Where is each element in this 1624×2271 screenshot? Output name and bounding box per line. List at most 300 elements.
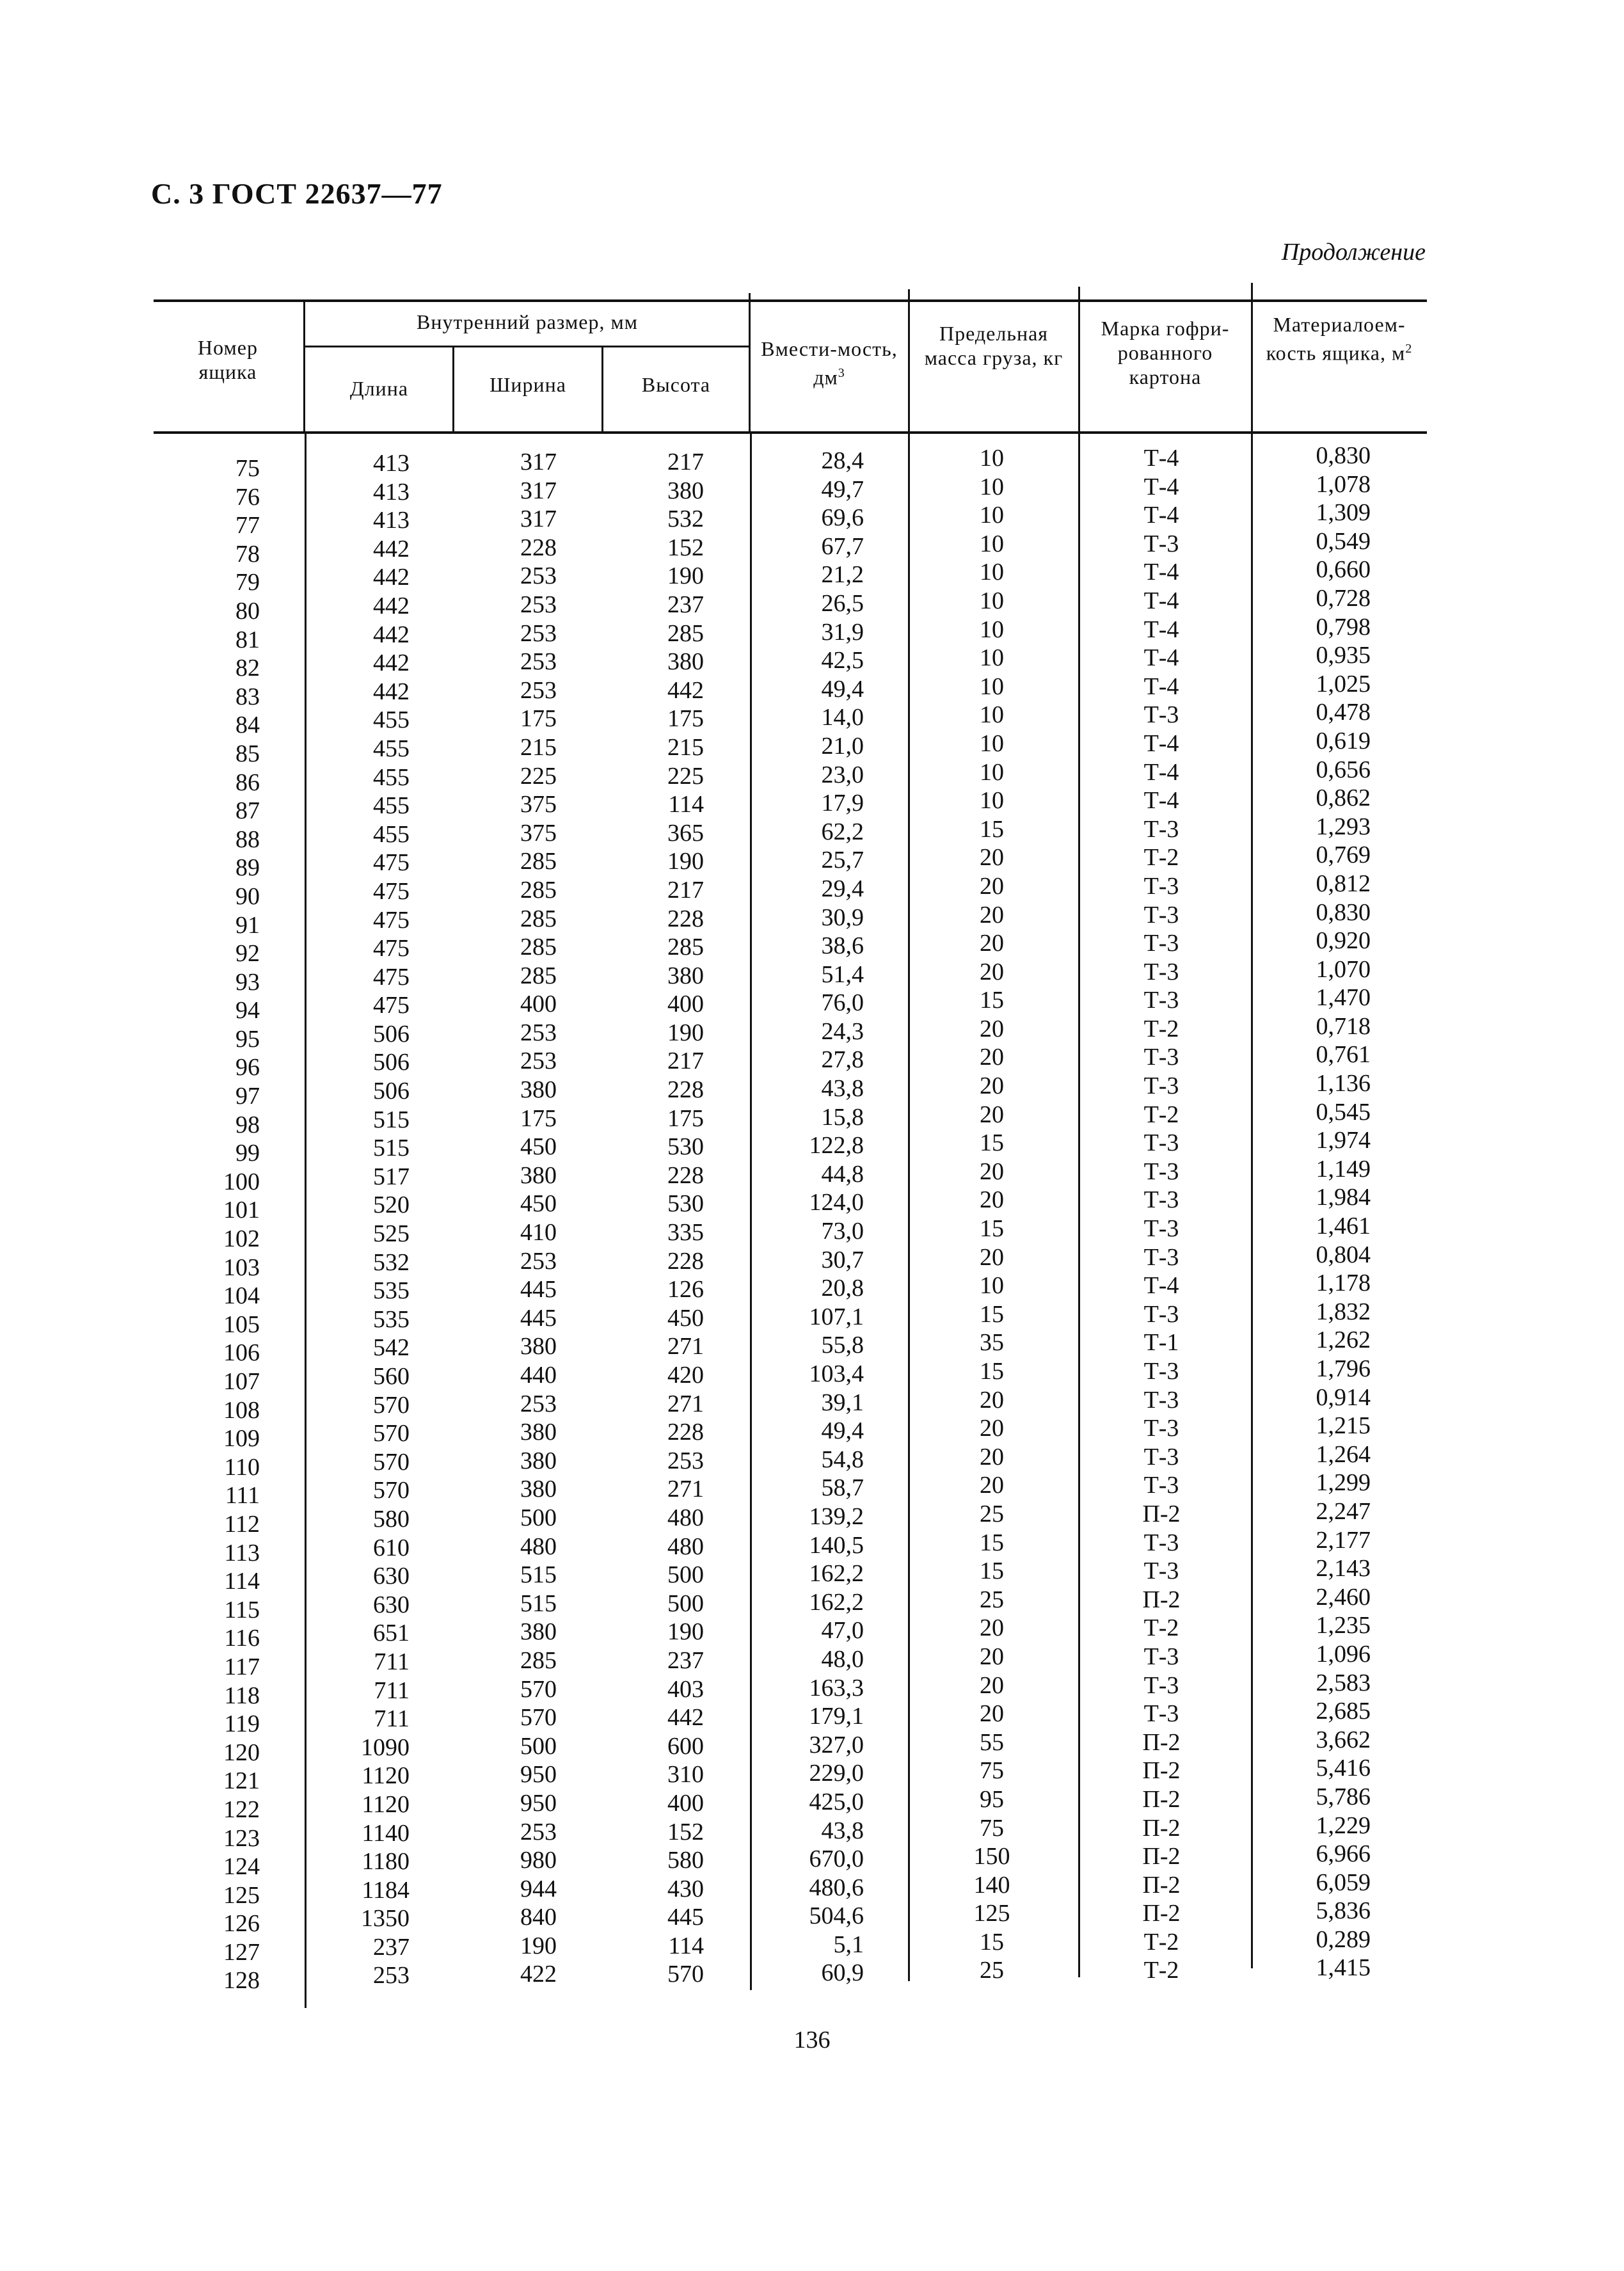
cell-height: 190 — [667, 562, 704, 590]
cell-capacity: 73,0 — [821, 1218, 864, 1245]
cell-width: 380 — [520, 1618, 557, 1646]
cell-height: 400 — [667, 1789, 704, 1817]
cell-height: 310 — [667, 1761, 704, 1789]
cell-material: 5,416 — [1316, 1755, 1371, 1782]
cell-length: 475 — [373, 935, 410, 962]
cell-material: 0,728 — [1316, 584, 1371, 612]
cell-grade: П-2 — [1142, 1500, 1181, 1527]
cell-height: 217 — [667, 1048, 704, 1075]
cell-max-mass: 10 — [980, 587, 1004, 614]
cell-grade: Т-3 — [1143, 1472, 1179, 1499]
cell-height: 403 — [667, 1675, 704, 1703]
cell-number: 96 — [235, 1054, 260, 1081]
cell-length: 570 — [373, 1448, 410, 1476]
cell-material: 0,830 — [1316, 442, 1371, 469]
cell-length: 1140 — [362, 1819, 410, 1847]
cell-length: 532 — [373, 1248, 410, 1276]
header-number: Номер ящика — [198, 336, 258, 383]
cell-grade: Т-3 — [1143, 1158, 1179, 1185]
cell-number: 81 — [235, 626, 260, 653]
cell-height: 175 — [667, 1104, 704, 1132]
cell-number: 88 — [235, 825, 260, 853]
cell-grade: П-2 — [1142, 1757, 1181, 1785]
cell-grade: Т-3 — [1143, 1072, 1179, 1100]
cell-material: 6,966 — [1316, 1840, 1371, 1868]
cell-capacity: 27,8 — [821, 1046, 864, 1074]
cell-number: 92 — [235, 940, 260, 968]
cell-max-mass: 75 — [980, 1757, 1004, 1785]
cell-width: 253 — [520, 1019, 557, 1046]
cell-height: 228 — [667, 1247, 704, 1275]
cell-material: 0,830 — [1316, 898, 1371, 926]
cell-material: 1,136 — [1316, 1070, 1371, 1097]
cell-width: 944 — [520, 1875, 557, 1902]
cell-width: 253 — [520, 1818, 557, 1845]
cell-material: 1,096 — [1316, 1640, 1371, 1668]
cell-material: 2,685 — [1316, 1698, 1371, 1725]
cell-height: 335 — [667, 1219, 704, 1247]
cell-height: 190 — [667, 1019, 704, 1046]
cell-material: 0,619 — [1316, 727, 1371, 754]
cell-max-mass: 10 — [980, 530, 1004, 557]
cell-material: 1,229 — [1316, 1812, 1371, 1839]
cell-material: 1,470 — [1316, 984, 1371, 1012]
column-number — [205, 454, 260, 1995]
cell-capacity: 42,5 — [821, 647, 864, 674]
cell-material: 0,812 — [1316, 870, 1371, 897]
cell-width: 445 — [520, 1304, 557, 1332]
cell-length: 542 — [373, 1334, 410, 1362]
cell-length: 475 — [373, 992, 410, 1019]
cell-length: 413 — [373, 450, 410, 477]
cell-capacity: 124,0 — [809, 1189, 864, 1216]
cell-number: 75 — [235, 455, 260, 482]
cell-length: 535 — [373, 1277, 410, 1305]
header-inner-size: Внутренний размер, мм — [417, 310, 638, 333]
cell-capacity: 162,2 — [809, 1588, 864, 1616]
header-material-text: Материалоем-кость ящика, м — [1266, 313, 1406, 365]
cell-max-mass: 20 — [980, 958, 1004, 985]
cell-max-mass: 20 — [980, 1671, 1004, 1699]
cell-number: 79 — [235, 569, 260, 596]
cell-grade: Т-3 — [1143, 987, 1179, 1014]
cell-width: 400 — [520, 991, 557, 1018]
header-capacity-sup: 3 — [838, 366, 845, 380]
cell-grade: Т-4 — [1143, 1272, 1179, 1300]
cell-max-mass: 20 — [980, 1044, 1004, 1071]
cell-grade: Т-3 — [1143, 1243, 1179, 1271]
cell-length: 711 — [374, 1648, 410, 1675]
cell-grade: Т-4 — [1143, 787, 1179, 815]
cell-length: 610 — [373, 1534, 410, 1561]
cell-number: 77 — [235, 512, 260, 539]
cell-length: 570 — [373, 1477, 410, 1504]
cell-height: 228 — [667, 1076, 704, 1104]
cell-length: 1120 — [362, 1762, 410, 1790]
cell-material: 2,143 — [1316, 1555, 1371, 1582]
cell-capacity: 38,6 — [821, 932, 864, 960]
cell-capacity: 58,7 — [821, 1474, 864, 1502]
cell-height: 114 — [668, 791, 704, 818]
cell-height: 285 — [667, 934, 704, 961]
cell-length: 442 — [373, 564, 410, 591]
cell-height: 225 — [667, 762, 704, 790]
cell-material: 0,798 — [1316, 613, 1371, 641]
cell-material: 1,215 — [1316, 1412, 1371, 1440]
cell-max-mass: 20 — [980, 844, 1004, 872]
cell-height: 450 — [667, 1304, 704, 1332]
cell-max-mass: 10 — [980, 701, 1004, 729]
cell-height: 228 — [667, 1419, 704, 1446]
cell-grade: Т-1 — [1143, 1329, 1179, 1357]
cell-material: 1,293 — [1316, 813, 1371, 840]
cell-capacity: 31,9 — [821, 618, 864, 646]
cell-height: 430 — [667, 1875, 704, 1902]
header-grade: Марка гофри-рованного картона — [1101, 317, 1230, 388]
cell-capacity: 179,1 — [809, 1703, 864, 1730]
cell-width: 375 — [520, 819, 557, 847]
cell-width: 253 — [520, 676, 557, 704]
cell-length: 475 — [373, 877, 410, 905]
cell-max-mass: 140 — [973, 1871, 1010, 1899]
header-divider-1 — [303, 299, 305, 433]
cell-material: 5,786 — [1316, 1783, 1371, 1810]
cell-width: 515 — [520, 1590, 557, 1617]
cell-material: 2,460 — [1316, 1583, 1371, 1611]
header-divider-4 — [749, 293, 751, 433]
cell-max-mass: 15 — [980, 1215, 1004, 1243]
cell-width: 253 — [520, 648, 557, 676]
header-max-mass: Предельная масса груза, кг — [924, 322, 1063, 369]
cell-number: 125 — [223, 1881, 260, 1909]
cell-number: 118 — [224, 1682, 260, 1709]
cell-height: 217 — [667, 449, 704, 475]
cell-max-mass: 20 — [980, 872, 1004, 900]
cell-max-mass: 20 — [980, 1186, 1004, 1214]
cell-number: 103 — [223, 1254, 260, 1281]
cell-material: 1,070 — [1316, 955, 1371, 983]
cell-grade: П-2 — [1142, 1871, 1181, 1899]
cell-width: 285 — [520, 962, 557, 989]
cell-material: 2,177 — [1316, 1526, 1371, 1554]
cell-length: 455 — [373, 792, 410, 820]
cell-width: 285 — [520, 876, 557, 904]
cell-capacity: 30,7 — [821, 1246, 864, 1273]
cell-capacity: 21,2 — [821, 561, 864, 589]
cell-capacity: 69,6 — [821, 504, 864, 532]
cell-number: 105 — [223, 1311, 260, 1338]
cell-number: 102 — [223, 1225, 260, 1253]
cell-max-mass: 20 — [980, 1643, 1004, 1670]
cell-material: 0,761 — [1316, 1041, 1371, 1069]
cell-capacity: 43,8 — [821, 1075, 864, 1103]
cell-number: 128 — [223, 1967, 260, 1995]
cell-capacity: 139,2 — [809, 1502, 864, 1530]
cell-grade: Т-2 — [1143, 844, 1179, 872]
cell-number: 95 — [235, 1025, 260, 1053]
cell-width: 375 — [520, 791, 557, 818]
table-top-rule — [154, 299, 1427, 302]
cell-material: 2,583 — [1316, 1669, 1371, 1696]
cell-capacity: 25,7 — [821, 847, 864, 874]
cell-width: 480 — [520, 1533, 557, 1560]
cell-capacity: 76,0 — [821, 989, 864, 1017]
cell-grade: Т-3 — [1143, 1643, 1179, 1670]
cell-height: 530 — [667, 1133, 704, 1161]
cell-max-mass: 20 — [980, 1386, 1004, 1414]
cell-length: 515 — [373, 1106, 410, 1133]
cell-capacity: 425,0 — [809, 1788, 864, 1815]
cell-width: 175 — [520, 1104, 557, 1132]
cell-grade: Т-4 — [1143, 616, 1179, 643]
cell-width: 440 — [520, 1362, 557, 1389]
cell-capacity: 54,8 — [821, 1446, 864, 1473]
cell-length: 442 — [373, 621, 410, 648]
cell-grade: Т-3 — [1143, 1443, 1179, 1470]
cell-max-mass: 20 — [980, 1443, 1004, 1470]
cell-width: 285 — [520, 1646, 557, 1674]
cell-number: 78 — [235, 540, 260, 568]
cell-max-mass: 10 — [980, 729, 1004, 757]
cell-height: 500 — [667, 1590, 704, 1617]
table-body — [0, 442, 1624, 1998]
cell-height: 445 — [667, 1904, 704, 1931]
cell-grade: Т-4 — [1143, 559, 1179, 586]
cell-material: 1,262 — [1316, 1327, 1371, 1354]
cell-max-mass: 95 — [980, 1785, 1004, 1813]
cell-capacity: 26,5 — [821, 589, 864, 617]
cell-capacity: 24,3 — [821, 1017, 864, 1045]
cell-material: 1,149 — [1316, 1155, 1371, 1183]
cell-height: 532 — [667, 506, 704, 533]
cell-length: 520 — [373, 1191, 410, 1219]
cell-material: 0,478 — [1316, 699, 1371, 726]
cell-max-mass: 10 — [980, 787, 1004, 815]
cell-grade: Т-2 — [1143, 1957, 1179, 1984]
cell-number: 100 — [223, 1168, 260, 1195]
cell-number: 108 — [223, 1396, 260, 1424]
cell-grade: Т-3 — [1143, 1529, 1179, 1556]
cell-number: 87 — [235, 797, 260, 825]
cell-width: 380 — [520, 1333, 557, 1360]
cell-length: 253 — [373, 1962, 410, 1989]
cell-length: 711 — [374, 1705, 410, 1733]
cell-number: 101 — [223, 1197, 260, 1224]
cell-width: 253 — [520, 1390, 557, 1417]
cell-max-mass: 20 — [980, 930, 1004, 957]
header-divider-5 — [908, 289, 910, 433]
cell-height: 237 — [667, 1646, 704, 1674]
cell-grade: Т-3 — [1143, 815, 1179, 843]
cell-capacity: 229,0 — [809, 1760, 864, 1787]
cell-number: 89 — [235, 854, 260, 882]
cell-width: 840 — [520, 1904, 557, 1931]
cell-grade: Т-3 — [1143, 1558, 1179, 1585]
header-divider-6 — [1078, 287, 1080, 433]
cell-max-mass: 10 — [980, 616, 1004, 643]
inner-size-divider — [305, 346, 750, 347]
cell-capacity: 67,7 — [821, 532, 864, 560]
cell-max-mass: 20 — [980, 1072, 1004, 1100]
cell-grade: Т-3 — [1143, 1358, 1179, 1385]
cell-capacity: 30,9 — [821, 904, 864, 931]
cell-length: 506 — [373, 1049, 410, 1076]
cell-capacity: 29,4 — [821, 875, 864, 902]
cell-max-mass: 10 — [980, 758, 1004, 786]
cell-number: 114 — [224, 1568, 260, 1595]
cell-capacity: 60,9 — [821, 1959, 864, 1987]
cell-grade: Т-3 — [1143, 872, 1179, 900]
cell-height: 380 — [667, 962, 704, 989]
cell-max-mass: 25 — [980, 1500, 1004, 1527]
cell-width: 422 — [520, 1961, 557, 1988]
header-capacity — [752, 337, 906, 390]
cell-capacity: 39,1 — [821, 1389, 864, 1416]
cell-material: 0,804 — [1316, 1241, 1371, 1268]
cell-material: 1,299 — [1316, 1469, 1371, 1497]
cell-height: 380 — [667, 477, 704, 504]
cell-number: 121 — [223, 1767, 260, 1795]
cell-material: 0,935 — [1316, 642, 1371, 669]
cell-number: 109 — [223, 1425, 260, 1453]
cell-height: 217 — [667, 876, 704, 904]
cell-length: 1350 — [361, 1905, 410, 1932]
cell-width: 380 — [520, 1447, 557, 1474]
cell-length: 515 — [373, 1135, 410, 1162]
cell-number: 120 — [223, 1739, 260, 1766]
cell-max-mass: 20 — [980, 901, 1004, 928]
cell-material: 0,545 — [1316, 1098, 1371, 1126]
cell-width: 253 — [520, 1048, 557, 1075]
cell-width: 950 — [520, 1761, 557, 1789]
cell-width: 215 — [520, 733, 557, 761]
cell-length: 475 — [373, 849, 410, 877]
cell-material: 1,832 — [1316, 1298, 1371, 1325]
cell-number: 124 — [223, 1853, 260, 1881]
cell-width: 190 — [520, 1932, 557, 1959]
cell-width: 950 — [520, 1789, 557, 1817]
cell-capacity: 140,5 — [809, 1531, 864, 1559]
cell-number: 90 — [235, 882, 260, 910]
cell-grade: П-2 — [1142, 1785, 1181, 1813]
cell-height: 580 — [667, 1847, 704, 1874]
cell-capacity: 49,4 — [821, 1417, 864, 1445]
cell-number: 86 — [235, 769, 260, 796]
column-material — [1299, 442, 1371, 1982]
cell-number: 116 — [224, 1625, 260, 1652]
cell-capacity: 44,8 — [821, 1160, 864, 1188]
cell-max-mass: 15 — [980, 1558, 1004, 1585]
cell-number: 76 — [235, 483, 260, 511]
cell-length: 1120 — [362, 1790, 410, 1818]
cell-max-mass: 20 — [980, 1158, 1004, 1185]
cell-number: 119 — [224, 1710, 260, 1738]
cell-grade: П-2 — [1142, 1900, 1181, 1927]
cell-length: 442 — [373, 649, 410, 677]
cell-height: 442 — [667, 1704, 704, 1732]
cell-capacity: 49,7 — [821, 475, 864, 503]
cell-number: 99 — [235, 1140, 260, 1167]
cell-height: 190 — [667, 1618, 704, 1646]
header-length: Длина — [349, 377, 409, 400]
cell-height: 271 — [667, 1333, 704, 1360]
cell-capacity: 28,4 — [821, 447, 864, 474]
cell-max-mass: 20 — [980, 1700, 1004, 1728]
cell-width: 285 — [520, 934, 557, 961]
cell-max-mass: 10 — [980, 502, 1004, 529]
cell-capacity: 670,0 — [809, 1845, 864, 1873]
cell-capacity: 43,8 — [821, 1817, 864, 1844]
cell-number: 107 — [223, 1368, 260, 1395]
cell-capacity: 48,0 — [821, 1645, 864, 1673]
cell-grade: Т-3 — [1143, 1300, 1179, 1328]
cell-height: 271 — [667, 1476, 704, 1503]
cell-length: 442 — [373, 678, 410, 705]
cell-length: 455 — [373, 763, 410, 791]
cell-width: 285 — [520, 905, 557, 932]
cell-length: 413 — [373, 478, 410, 506]
cell-grade: Т-4 — [1143, 587, 1179, 614]
cell-capacity: 15,8 — [821, 1103, 864, 1131]
cell-capacity: 327,0 — [809, 1731, 864, 1758]
cell-length: 506 — [373, 1020, 410, 1048]
cell-capacity: 504,6 — [809, 1902, 864, 1930]
cell-length: 630 — [373, 1591, 410, 1618]
cell-height: 228 — [667, 905, 704, 932]
cell-grade: Т-4 — [1143, 644, 1179, 672]
cell-max-mass: 20 — [980, 1015, 1004, 1042]
cell-grade: Т-3 — [1143, 701, 1179, 729]
cell-material: 1,078 — [1316, 470, 1371, 498]
cell-width: 380 — [520, 1161, 557, 1189]
cell-number: 93 — [235, 968, 260, 996]
cell-length: 535 — [373, 1305, 410, 1333]
cell-grade: Т-4 — [1143, 473, 1179, 500]
cell-material: 1,461 — [1316, 1213, 1371, 1240]
cell-grade: П-2 — [1142, 1728, 1181, 1756]
cell-length: 580 — [373, 1505, 410, 1533]
cell-width: 500 — [520, 1732, 557, 1760]
cell-height: 530 — [667, 1190, 704, 1218]
cell-length: 560 — [373, 1363, 410, 1390]
cell-material: 0,718 — [1316, 1012, 1371, 1040]
cell-height: 600 — [667, 1732, 704, 1760]
column-width — [512, 448, 557, 1989]
cell-capacity: 163,3 — [809, 1674, 864, 1701]
cell-height: 237 — [667, 591, 704, 618]
cell-material: 0,769 — [1316, 841, 1371, 869]
cell-number: 106 — [223, 1339, 260, 1367]
column-grade — [1126, 444, 1197, 1985]
cell-grade: Т-4 — [1143, 673, 1179, 700]
cell-material: 0,289 — [1316, 1925, 1371, 1953]
cell-width: 175 — [520, 705, 557, 733]
column-max-mass — [960, 444, 1024, 1985]
cell-length: 1184 — [362, 1876, 410, 1904]
cell-number: 82 — [235, 655, 260, 682]
cell-number: 98 — [235, 1111, 260, 1138]
cell-grade: Т-3 — [1143, 530, 1179, 557]
cell-width: 253 — [520, 619, 557, 647]
column-height — [659, 448, 704, 1989]
cell-width: 228 — [520, 534, 557, 561]
cell-max-mass: 20 — [980, 1243, 1004, 1271]
cell-number: 104 — [223, 1282, 260, 1310]
cell-material: 1,974 — [1316, 1127, 1371, 1154]
cell-material: 3,662 — [1316, 1726, 1371, 1753]
cell-max-mass: 15 — [980, 987, 1004, 1014]
cell-width: 225 — [520, 762, 557, 790]
